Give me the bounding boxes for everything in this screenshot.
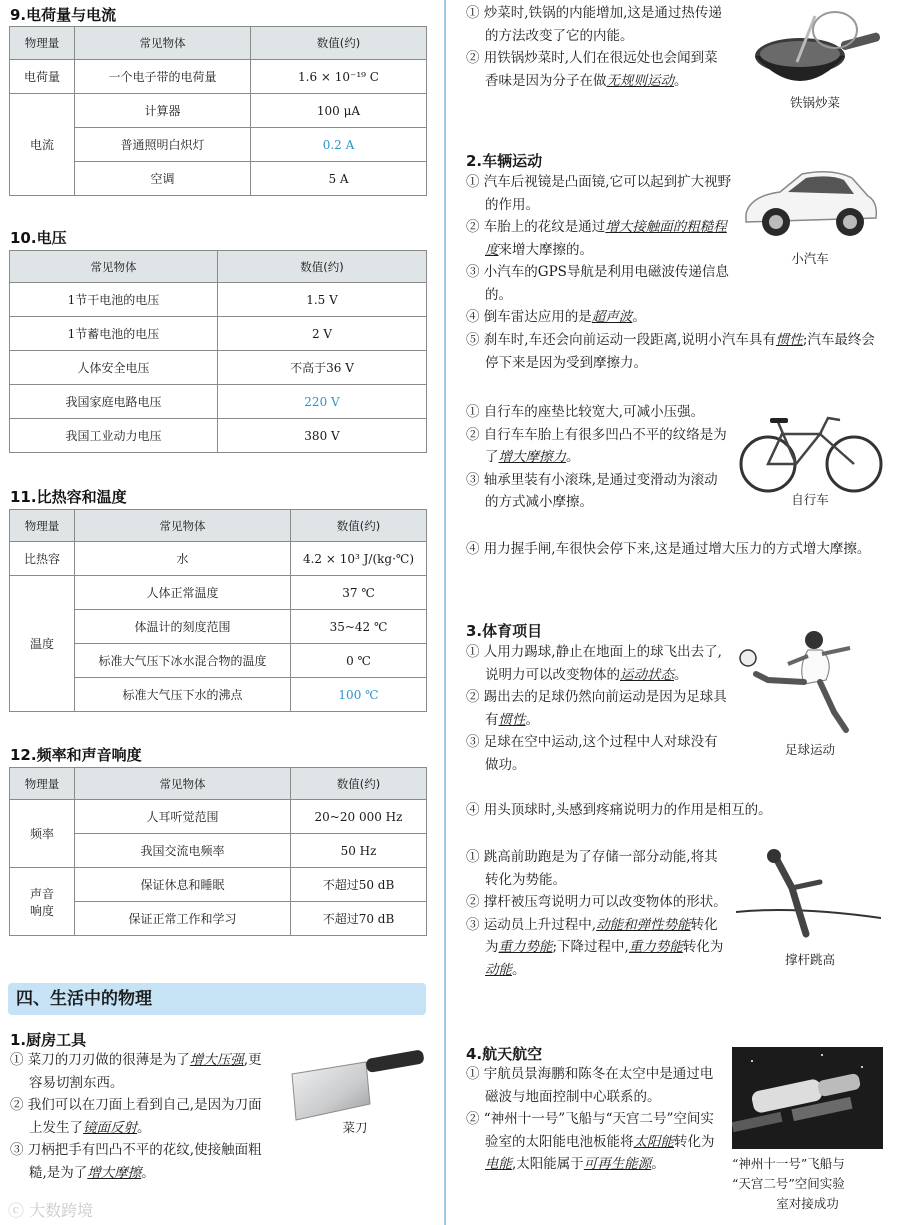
value-cell: 50 Hz: [291, 834, 427, 868]
section-11-title: 11.比热容和温度: [10, 488, 127, 506]
value-cell: 220 V: [218, 385, 427, 419]
quantity-cell: 电荷量: [10, 60, 75, 94]
header-quantity: 物理量: [10, 510, 75, 542]
quantity-cell: [10, 868, 75, 936]
vehicle-text: [466, 171, 736, 329]
table-heat-temperature: [9, 509, 427, 712]
bicycle-text: [466, 401, 728, 514]
wok-point-1: ① 炒菜时,铁锅的内能增加,这是通过热传递的方法改变了它的内能。: [466, 5, 722, 44]
header-value: 数值(约): [291, 768, 427, 800]
header-value: 数值(约): [218, 251, 427, 283]
object-cell: 我国交流电频率: [75, 834, 291, 868]
quantity-cell: 频率: [10, 800, 75, 868]
sports-text: [466, 641, 728, 776]
vehicle-point-2: ② 车胎上的花纹是通过增大接触面的粗糙程度来增大摩擦的。: [466, 219, 727, 258]
value-cell: 100 μA: [251, 94, 427, 128]
watermark: ⓒ 大数跨境: [8, 1201, 94, 1220]
value-cell: 20~20 000 Hz: [291, 800, 427, 834]
table-charge-current: [9, 26, 427, 196]
bicycle-text-wide: [466, 538, 888, 561]
header-value: 数值(约): [251, 27, 427, 60]
cleaver-caption: 菜刀: [342, 1120, 368, 1135]
header-object: 常见物体: [75, 27, 251, 60]
kitchen-text: [10, 1049, 272, 1184]
object-cell: 人耳听觉范围: [75, 800, 291, 834]
wok-image: [745, 6, 885, 94]
vehicle-point-3: ③ 小汽车的GPS导航是利用电磁波传递信息的。: [466, 264, 729, 303]
space-title: 4.航天航空: [466, 1045, 543, 1063]
quantity-cell: 电流: [10, 94, 75, 196]
header-quantity: 物理量: [10, 768, 75, 800]
soccer-image: [738, 626, 878, 736]
value-cell: 380 V: [218, 419, 427, 453]
chapter-banner: 四、生活中的物理: [8, 983, 426, 1015]
quantity-label-line: 声音: [29, 886, 54, 901]
bicycle-point-4: ④ 用力握手闸,车很快会停下来,这是通过增大压力的方式增大摩擦。: [466, 541, 871, 557]
polevault-image: [736, 848, 881, 944]
vehicle-point-1: ① 汽车后视镜是凸面镜,它可以起到扩大视野的作用。: [466, 174, 732, 213]
kitchen-point-1: ① 菜刀的刀刃做的很薄是为了增大压强,更容易切割东西。: [10, 1052, 262, 1091]
object-cell: 保证正常工作和学习: [75, 902, 291, 936]
caption-line: “神州十一号”飞船与: [732, 1156, 845, 1171]
value-cell: 100 ℃: [291, 678, 427, 712]
bicycle-caption: 自行车: [791, 492, 829, 507]
object-cell: 普通照明白炽灯: [75, 128, 251, 162]
section-9-title: 9.电荷量与电流: [10, 6, 117, 24]
object-cell: 1节干电池的电压: [10, 283, 218, 317]
object-cell: 我国工业动力电压: [10, 419, 218, 453]
object-cell: 保证休息和睡眠: [75, 868, 291, 902]
bicycle-point-1: ① 自行车的座垫比较宽大,可减小压强。: [466, 404, 705, 420]
sports-title: 3.体育项目: [466, 622, 543, 640]
header-object: 常见物体: [75, 768, 291, 800]
polevault-point-3: ③ 运动员上升过程中,动能和弹性势能转化为重力势能;下降过程中,重力势能转化为动能。: [466, 916, 724, 978]
object-cell: 标准大气压下冰水混合物的温度: [75, 644, 291, 678]
vehicle-text-wide: [466, 329, 888, 374]
object-cell: 我国家庭电路电压: [10, 385, 218, 419]
sports-point-4: ④ 用头顶球时,头感到疼痛说明力的作用是相互的。: [466, 802, 772, 818]
bicycle-point-2: ② 自行车车胎上有很多凹凸不平的纹络是为了增大摩擦力。: [466, 426, 727, 465]
vehicle-title: 2.车辆运动: [466, 152, 543, 170]
value-cell: 0 ℃: [291, 644, 427, 678]
header-object: 常见物体: [10, 251, 218, 283]
wok-text: [466, 2, 731, 92]
object-cell: 一个电子带的电荷量: [75, 60, 251, 94]
quantity-label-line: 响度: [29, 903, 54, 918]
value-cell: 35~42 ℃: [291, 610, 427, 644]
value-cell: 2 V: [218, 317, 427, 351]
sports-text-wide: [466, 799, 888, 822]
car-image: [740, 162, 880, 244]
header-value: 数值(约): [291, 510, 427, 542]
bicycle-point-3: ③ 轴承里装有小滚珠,是通过变滑动为滚动的方式减小摩擦。: [466, 471, 718, 510]
value-cell: 不超过70 dB: [291, 902, 427, 936]
header-object: 常见物体: [75, 510, 291, 542]
value-cell: 不高于36 V: [218, 351, 427, 385]
polevault-text: [466, 846, 728, 981]
value-cell: 4.2 × 10³ J/(kg·℃): [291, 542, 427, 576]
polevault-caption: 撑杆跳高: [784, 952, 835, 967]
sports-point-2: ② 踢出去的足球仍然向前运动是因为足球具有惯性。: [466, 689, 727, 728]
soccer-caption: 足球运动: [784, 742, 835, 757]
vehicle-point-4: ④ 倒车雷达应用的是超声波。: [466, 309, 646, 325]
sports-point-1: ① 人用力踢球,静止在地面上的球飞出去了,说明力可以改变物体的运动状态。: [466, 644, 722, 683]
car-caption: 小汽车: [791, 251, 829, 266]
vehicle-point-5: ⑤ 刹车时,车还会向前运动一段距离,说明小汽车具有惯性;汽车最终会停下来是因为受到摩擦力。: [466, 332, 875, 371]
object-cell: 计算器: [75, 94, 251, 128]
kitchen-point-3: ③ 刀柄把手有凹凸不平的花纹,使接触面粗糙,是为了增大摩擦。: [10, 1142, 262, 1181]
table-voltage: [9, 250, 427, 453]
wok-point-2: ② 用铁锅炒菜时,人们在很远处也会闻到菜香味是因为分子在做无规则运动。: [466, 50, 718, 89]
kitchen-point-2: ② 我们可以在刀面上看到自己,是因为刀面上发生了镜面反射。: [10, 1097, 262, 1136]
watermark-icon: ⓒ: [8, 1201, 25, 1220]
space-text: [466, 1063, 724, 1176]
spacecraft-image: [732, 1047, 883, 1149]
kitchen-title: 1.厨房工具: [10, 1031, 87, 1049]
value-cell: 5 A: [251, 162, 427, 196]
value-cell: 不超过50 dB: [291, 868, 427, 902]
object-cell: 标准大气压下水的沸点: [75, 678, 291, 712]
quantity-cell: 温度: [10, 576, 75, 712]
value-cell: 1.6 × 10⁻¹⁹ C: [251, 60, 427, 94]
caption-line: “天宫二号”空间实验: [732, 1176, 845, 1191]
value-cell: 0.2 A: [251, 128, 427, 162]
space-point-1: ① 宇航员景海鹏和陈冬在太空中是通过电磁波与地面控制中心联系的。: [466, 1066, 714, 1105]
column-divider: [444, 0, 446, 1225]
caption-line: 室对接成功: [776, 1196, 839, 1211]
cleaver-image: [286, 1046, 428, 1122]
polevault-point-1: ① 跳高前助跑是为了存储一部分动能,将其转化为势能。: [466, 849, 718, 888]
bicycle-image: [738, 412, 886, 494]
wok-caption: 铁锅炒菜: [789, 95, 840, 110]
polevault-point-2: ② 撑杆被压弯说明力可以改变物体的形状。: [466, 894, 727, 910]
section-10-title: 10.电压: [10, 229, 67, 247]
object-cell: 1节蓄电池的电压: [10, 317, 218, 351]
object-cell: 人体正常温度: [75, 576, 291, 610]
header-quantity: 物理量: [10, 27, 75, 60]
sports-point-3: ③ 足球在空中运动,这个过程中人对球没有做功。: [466, 734, 718, 773]
section-12-title: 12.频率和声音响度: [10, 746, 142, 764]
object-cell: 人体安全电压: [10, 351, 218, 385]
spacecraft-caption: [732, 1154, 883, 1214]
space-point-2: ② “神州十一号”飞船与“天宫二号”空间实验室的太阳能电池板能将太阳能转化为电能,太阳能属于可再生能源。: [466, 1111, 715, 1172]
object-cell: 空调: [75, 162, 251, 196]
value-cell: 37 ℃: [291, 576, 427, 610]
value-cell: 1.5 V: [218, 283, 427, 317]
table-frequency-loudness: [9, 767, 427, 936]
object-cell: 体温计的刻度范围: [75, 610, 291, 644]
quantity-cell: 比热容: [10, 542, 75, 576]
object-cell: 水: [75, 542, 291, 576]
